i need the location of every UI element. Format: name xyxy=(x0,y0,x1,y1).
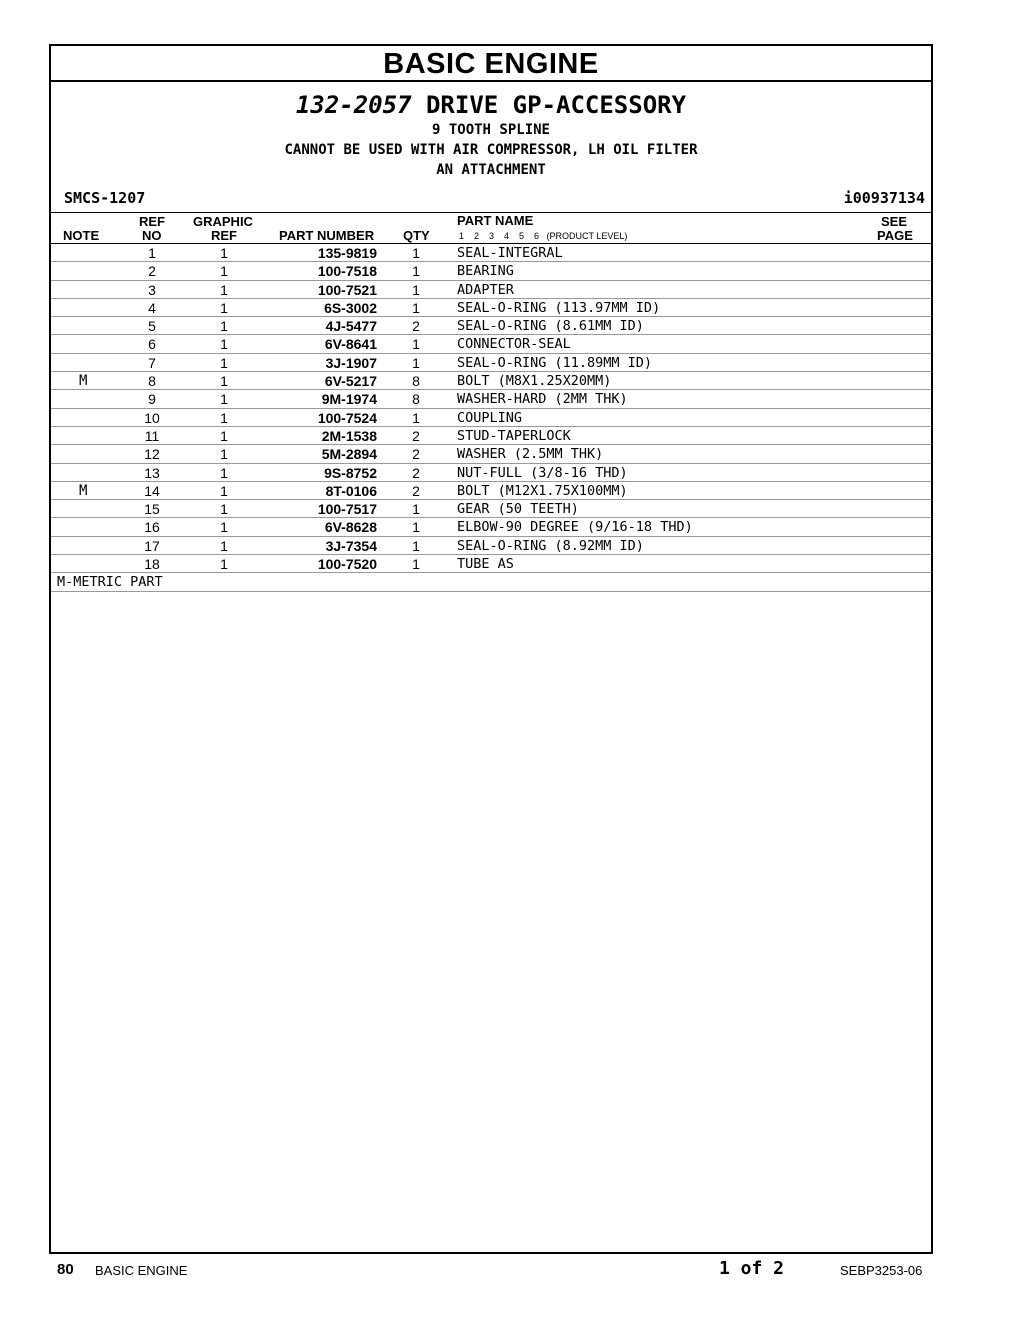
part-name-cell: SEAL-O-RING (8.61MM ID) xyxy=(457,318,644,335)
ref-no-cell: 2 xyxy=(148,263,156,280)
part-name-cell: BOLT (M12X1.75X100MM) xyxy=(457,482,628,499)
col-product-level: 1 2 3 4 5 6 (PRODUCT LEVEL) xyxy=(459,231,628,241)
col-part-number: PART NUMBER xyxy=(279,228,375,243)
table-row xyxy=(51,244,931,262)
part-name-cell: SEAL-O-RING (11.89MM ID) xyxy=(457,354,653,371)
part-name-cell: SEAL-O-RING (8.92MM ID) xyxy=(457,537,644,554)
col-ref-bottom: NO xyxy=(142,228,162,243)
graphic-ref-cell: 1 xyxy=(220,299,228,316)
qty-cell: 1 xyxy=(412,354,420,371)
part-name-cell: STUD-TAPERLOCK xyxy=(457,427,571,444)
table-row xyxy=(51,482,931,500)
qty-cell: 1 xyxy=(412,537,420,554)
qty-cell: 2 xyxy=(412,318,420,335)
graphic-ref-cell: 1 xyxy=(220,464,228,481)
part-number-cell: 100-7518 xyxy=(317,263,377,280)
part-name-cell: NUT-FULL (3/8-16 THD) xyxy=(457,464,628,481)
table-row xyxy=(51,299,931,317)
ref-no-cell: 16 xyxy=(144,519,160,536)
qty-cell: 2 xyxy=(412,464,420,481)
ref-no-cell: 1 xyxy=(148,245,156,261)
qty-cell: 2 xyxy=(412,482,420,499)
part-number-cell: 100-7520 xyxy=(317,556,377,573)
ref-no-cell: 15 xyxy=(144,501,160,518)
page-of: 1 of 2 xyxy=(719,1258,785,1279)
table-row xyxy=(51,335,931,353)
col-see-bottom: PAGE xyxy=(877,228,913,243)
part-name-cell: ELBOW-90 DEGREE (9/16-18 THD) xyxy=(457,519,693,536)
group-note: AN ATTACHMENT xyxy=(436,162,546,178)
table-row xyxy=(51,354,931,372)
ref-no-cell: 13 xyxy=(144,464,160,481)
ref-no-cell: 4 xyxy=(148,299,156,316)
part-number-cell: 8T-0106 xyxy=(325,482,377,499)
qty-cell: 2 xyxy=(412,427,420,444)
ref-no-cell: 8 xyxy=(148,373,156,390)
table-row xyxy=(51,427,931,445)
qty-cell: 1 xyxy=(412,409,420,426)
part-number-cell: 6S-3002 xyxy=(324,299,377,316)
graphic-ref-cell: 1 xyxy=(220,482,228,499)
ref-no-cell: 14 xyxy=(144,482,160,499)
ref-no-cell: 11 xyxy=(144,427,160,444)
part-number-cell: 3J-7354 xyxy=(325,537,377,554)
ref-no-cell: 18 xyxy=(144,556,160,573)
group-note: 9 TOOTH SPLINE xyxy=(431,122,550,138)
part-name-cell: WASHER (2.5MM THK) xyxy=(457,446,604,463)
graphic-ref-cell: 1 xyxy=(220,501,228,518)
ref-no-cell: 12 xyxy=(144,446,160,463)
qty-cell: 1 xyxy=(412,299,420,316)
col-graphic-top: GRAPHIC xyxy=(193,214,253,229)
ref-no-cell: 5 xyxy=(148,318,156,335)
part-name-cell: SEAL-INTEGRAL xyxy=(457,245,563,261)
graphic-ref-cell: 1 xyxy=(220,373,228,390)
part-number-cell: 4J-5477 xyxy=(325,318,377,335)
graphic-ref-cell: 1 xyxy=(220,409,228,426)
table-row xyxy=(51,281,931,299)
col-see-top: SEE xyxy=(881,214,908,229)
column-header xyxy=(51,213,931,244)
illustration-id: i00937134 xyxy=(843,189,925,207)
graphic-ref-cell: 1 xyxy=(220,354,228,371)
part-number-cell: 100-7524 xyxy=(317,409,377,426)
group-name: DRIVE GP-ACCESSORY xyxy=(425,91,687,119)
part-number-cell: 9S-8752 xyxy=(324,464,377,481)
footer-section: BASIC ENGINE xyxy=(95,1263,188,1278)
graphic-ref-cell: 1 xyxy=(220,336,228,353)
table-row xyxy=(51,390,931,408)
section-title: BASIC ENGINE xyxy=(51,46,931,82)
part-name-cell: BOLT (M8X1.25X20MM) xyxy=(457,373,612,390)
part-number-cell: 6V-5217 xyxy=(324,373,377,390)
smcs-row xyxy=(51,186,931,213)
part-name-cell: ADAPTER xyxy=(457,281,514,298)
part-name-cell: WASHER-HARD (2MM THK) xyxy=(457,391,628,408)
group-part-number: 132-2057 xyxy=(295,91,412,119)
graphic-ref-cell: 1 xyxy=(220,427,228,444)
table-row xyxy=(51,464,931,482)
graphic-ref-cell: 1 xyxy=(220,556,228,573)
graphic-ref-cell: 1 xyxy=(220,391,228,408)
note-cell: M xyxy=(79,373,88,390)
col-note: NOTE xyxy=(63,228,100,243)
group-header xyxy=(51,90,931,180)
part-number-cell: 135-9819 xyxy=(317,245,377,261)
col-part-name: PART NAME xyxy=(457,213,534,228)
ref-no-cell: 7 xyxy=(148,354,156,371)
table-row xyxy=(51,555,931,573)
qty-cell: 1 xyxy=(412,556,420,573)
ref-no-cell: 9 xyxy=(148,391,156,408)
col-qty: QTY xyxy=(403,228,430,243)
doc-id: SEBP3253-06 xyxy=(840,1263,923,1278)
ref-no-cell: 3 xyxy=(148,281,156,298)
table-row xyxy=(51,537,931,555)
qty-cell: 8 xyxy=(412,391,420,408)
qty-cell: 1 xyxy=(412,263,420,280)
part-number-cell: 9M-1974 xyxy=(321,391,377,408)
qty-cell: 1 xyxy=(412,281,420,298)
qty-cell: 8 xyxy=(412,373,420,390)
part-name-cell: BEARING xyxy=(457,263,514,280)
part-name-cell: COUPLING xyxy=(457,409,523,426)
part-number-cell: 100-7521 xyxy=(317,281,377,298)
qty-cell: 1 xyxy=(412,501,420,518)
parts-list-frame xyxy=(49,44,933,1254)
footnote-row xyxy=(51,573,931,591)
graphic-ref-cell: 1 xyxy=(220,537,228,554)
qty-cell: 1 xyxy=(412,245,420,261)
part-number-cell: 2M-1538 xyxy=(321,427,377,444)
graphic-ref-cell: 1 xyxy=(220,263,228,280)
qty-cell: 2 xyxy=(412,446,420,463)
graphic-ref-cell: 1 xyxy=(220,245,228,261)
graphic-ref-cell: 1 xyxy=(220,281,228,298)
ref-no-cell: 10 xyxy=(144,409,160,426)
part-name-cell: GEAR (50 TEETH) xyxy=(457,501,579,518)
part-number-cell: 100-7517 xyxy=(317,501,377,518)
page-footer xyxy=(0,1258,1020,1288)
page-number: 80 xyxy=(57,1261,74,1278)
part-number-cell: 6V-8628 xyxy=(324,519,377,536)
graphic-ref-cell: 1 xyxy=(220,446,228,463)
smcs-code: SMCS-1207 xyxy=(64,189,146,207)
col-ref-top: REF xyxy=(139,214,165,229)
ref-no-cell: 6 xyxy=(148,336,156,353)
qty-cell: 1 xyxy=(412,519,420,536)
table-row xyxy=(51,372,931,390)
group-note: CANNOT BE USED WITH AIR COMPRESSOR, LH OIL FILTER xyxy=(284,142,698,158)
part-number-cell: 5M-2894 xyxy=(321,446,377,463)
part-name-cell: SEAL-O-RING (113.97MM ID) xyxy=(457,299,661,316)
part-number-cell: 6V-8641 xyxy=(324,336,377,353)
table-row xyxy=(51,409,931,427)
graphic-ref-cell: 1 xyxy=(220,519,228,536)
note-cell: M xyxy=(79,482,88,499)
footnote: M-METRIC PART xyxy=(57,574,163,591)
group-title xyxy=(51,90,931,120)
table-row xyxy=(51,262,931,280)
col-graphic-bottom: REF xyxy=(211,228,237,243)
part-number-cell: 3J-1907 xyxy=(325,354,377,371)
table-row xyxy=(51,317,931,335)
part-name-cell: CONNECTOR-SEAL xyxy=(457,336,571,353)
parts-table-body xyxy=(51,244,931,573)
table-row xyxy=(51,518,931,536)
table-row xyxy=(51,445,931,463)
graphic-ref-cell: 1 xyxy=(220,318,228,335)
ref-no-cell: 17 xyxy=(144,537,160,554)
qty-cell: 1 xyxy=(412,336,420,353)
table-row xyxy=(51,500,931,518)
part-name-cell: TUBE AS xyxy=(457,556,514,573)
